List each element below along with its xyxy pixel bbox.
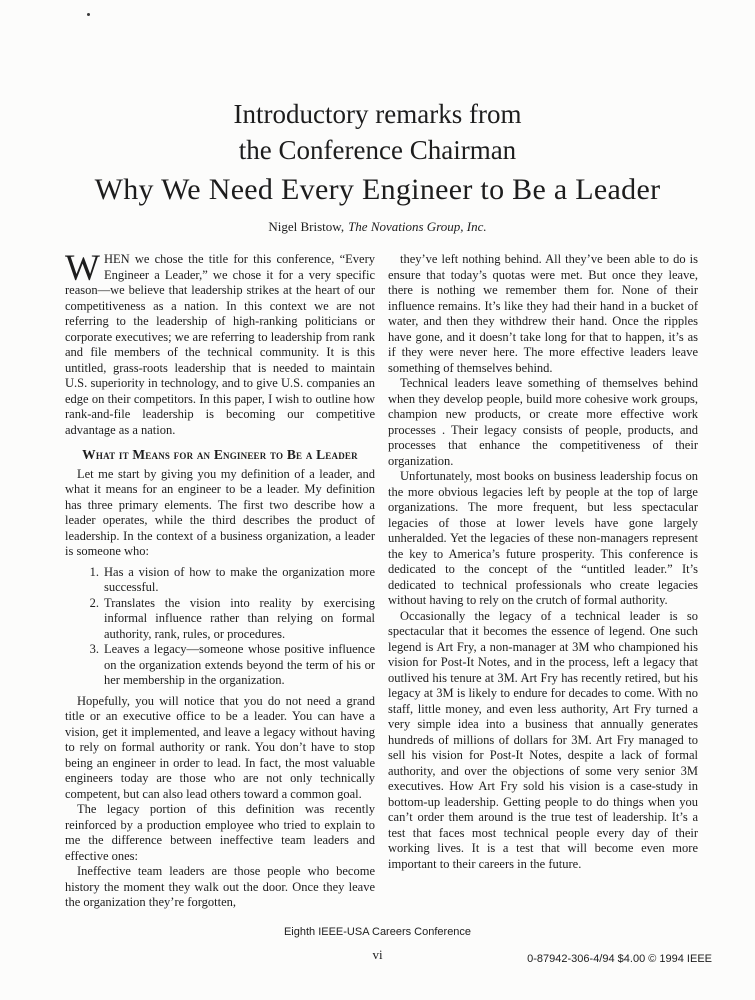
byline bbox=[0, 219, 755, 235]
article-title-line3: Why We Need Every Engineer to Be a Leader bbox=[94, 173, 661, 206]
list-item-text: Translates the vision into reality by exercising informal influence rather than relying on formal authority, rank, rules, or procedures. bbox=[104, 595, 375, 641]
list-item bbox=[85, 596, 375, 643]
article-title-line2: the Conference Chairman bbox=[238, 135, 517, 165]
block-quote-start: Ineffective team leaders are those people who become history the moment they walk out the door. Once they leave the organization they’re forgotten, bbox=[65, 864, 375, 909]
article-body bbox=[0, 248, 755, 911]
right-column bbox=[388, 252, 698, 911]
list-item bbox=[85, 565, 375, 596]
lead-paragraph-text: HEN we chose the title for this conference, “Every Engineer a Leader,” we chose it for a very specific reason—we believe that leadership strikes at the heart of our competitiveness as a nation. In this context we are not referring to the leadership of high-ranking politicians or corporate executives; we are referring to leadership from rank and file members of the technical community. It is this untitled, grass-roots leadership that is needed to maintain U.S. superiority in technology, and to give U.S. companies an edge on their competitors. In this paper, I wish to outline how rank-and-file leadership is becoming our competitive advantage as a nation. bbox=[65, 252, 375, 437]
article-title-line1: Introductory remarks from bbox=[233, 99, 522, 129]
article-header bbox=[0, 0, 755, 235]
author-name: Nigel Bristow, bbox=[268, 219, 345, 234]
lead-paragraph bbox=[65, 248, 375, 438]
art-fry-paragraph: Occasionally the legacy of a technical leader is so spectacular that it becomes the essence of legend. One such legend is Art Fry, a non-manager at 3M who championed his vision for Post-It Notes, and in the process, left a legacy that outlived his tenure at 3M. Art Fry has recently retired, but his legacy at 3M is likely to endure for decades to come. With no staff, little money, and even less authority, Art Fry turned a very simple idea into a business that annually generates hundreds of millions of dollars for 3M. Art Fry managed to sell his vision for Post-It Notes, despite a lack of formal authority, and over the objections of some very senior 3M executives. How Art Fry sold his vision is a case-study in bottom-up leadership. Getting people to do things when you can’t order them around is the true test of leadership. It’s a test that faces most technical people every day of their working lives. It is a test that will become even more important to their careers in the future. bbox=[388, 608, 698, 871]
leader-definition-list bbox=[85, 565, 375, 689]
legacy-intro-paragraph: The legacy portion of this definition was recently reinforced by a production employee who tried to explain to me the difference between ineffective team leaders and effective ones: bbox=[65, 802, 375, 863]
list-item-text: Has a vision of how to make the organization more successful. bbox=[104, 564, 375, 594]
definition-intro-paragraph: Let me start by giving you my definition of a leader, and what it means for an engineer to be a leader. My definition has three primary elements. The first two describe how a leader operates, while the third describes the product of leadership. In the context of a business organization, a leader is someone who: bbox=[65, 466, 375, 558]
list-item-number: 1. bbox=[89, 564, 99, 579]
hopefully-paragraph: Hopefully, you will notice that you do not need a grand title or an executive office to be a leader. You can have a vision, get it implemented, and leave a legacy without having to rely on formal authority or rank. You don’t have to stop being an engineer in order to lead. In fact, the most valuable engineers today are those who are not only technically competent, but can also lead others toward a common goal. bbox=[65, 693, 375, 801]
list-item bbox=[85, 642, 375, 689]
technical-leaders-paragraph: Technical leaders leave something of themselves behind when they develop people, build more cohesive work groups, champion new products, or create more effective work processes . Their legacy consists of people, products, and processes that enhance the competitiveness of their organization. bbox=[388, 376, 698, 468]
block-quote-continuation: they’ve left nothing behind. All they’ve been able to do is ensure that today’s quotas were met. But once they leave, there is nothing we remember them for. None of their influence remains. It’s like they had their hand in a bucket of water, and then they withdrew their hand. Once the ripples have gone, and it doesn’t take long for that to happen, it’s as if they were never here. The more effective leaders leave something of themselves behind. bbox=[388, 252, 698, 375]
list-item-number: 3. bbox=[89, 642, 99, 656]
footer-conference-name: Eighth IEEE-USA Careers Conference bbox=[283, 926, 472, 938]
scan-speck bbox=[87, 13, 90, 16]
unfortunately-paragraph: Unfortunately, most books on business leadership focus on the more obvious legacies left by people at the top of large organizations. The more frequent, but less spectacular legacies of those at lower levels have gone largely unheralded. Yet the legacies of these non-managers represent the key to America’s future prosperity. This conference is dedicated to the concept of the “untitled leader.” It’s dedicated to technical professionals who create legacies without having to rely on the crutch of formal authority. bbox=[388, 469, 698, 607]
list-item-number: 2. bbox=[89, 595, 99, 610]
footer-page-number: vi bbox=[372, 947, 383, 962]
author-affiliation: The Novations Group, Inc. bbox=[348, 219, 487, 234]
section-heading: What it Means for an Engineer to Be a Leader bbox=[82, 447, 358, 462]
left-column bbox=[65, 248, 375, 911]
footer-copyright: 0-87942-306-4/94 $4.00 © 1994 IEEE bbox=[527, 953, 712, 965]
dropcap-letter: W bbox=[65, 248, 100, 289]
list-item-text: Leaves a legacy—someone whose positive influence on the organization extends beyond the term of his or her membership in the organization. bbox=[104, 642, 375, 687]
